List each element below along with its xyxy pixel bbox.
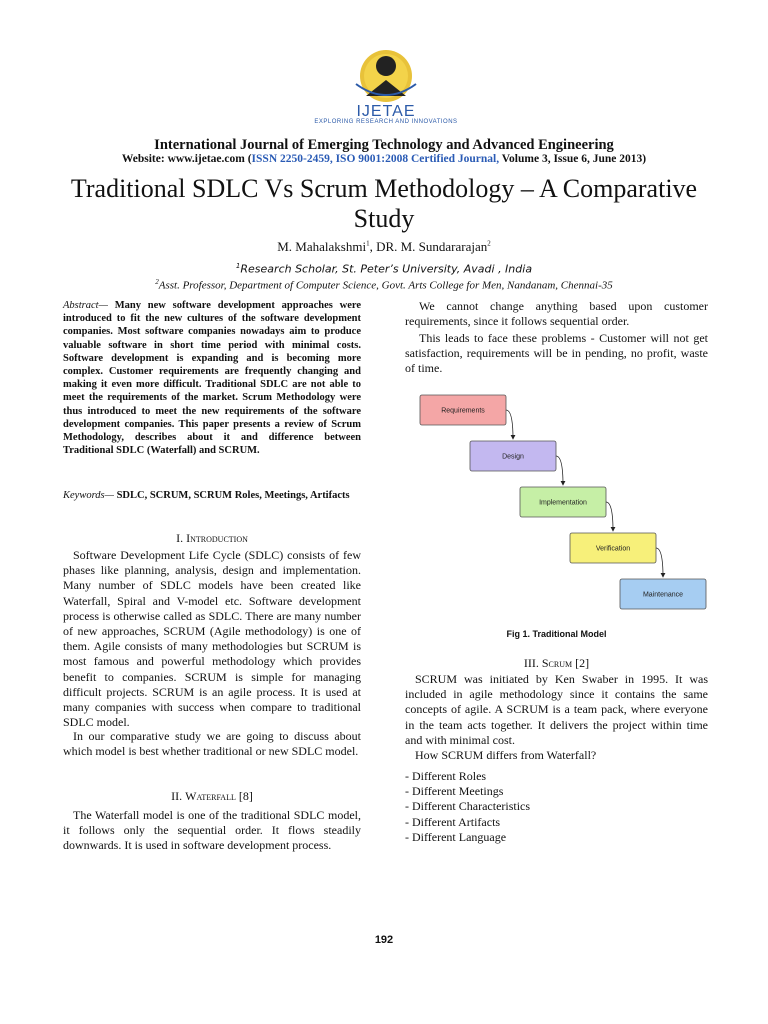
diagram-node-verification xyxy=(570,533,656,563)
diagram-node-label: Verification xyxy=(595,545,631,553)
section-1-title: Introduction xyxy=(186,531,248,545)
journal-name: International Journal of Emerging Technology and Advanced Engineering xyxy=(154,137,614,153)
journal-website-line xyxy=(0,153,768,165)
aff-1-sup: 1 xyxy=(235,262,241,270)
diagram-node-label: Maintenance xyxy=(642,591,684,599)
abstract xyxy=(63,299,361,457)
list-item: - Different Characteristics xyxy=(405,799,531,814)
list-item: - Different Artifacts xyxy=(405,814,501,829)
intro-paragraph-2: In our comparative study we are going to discuss about which model is best whether traditional or new SDLC model. xyxy=(63,729,361,759)
diagram-arrow xyxy=(656,548,663,577)
aff-1-text: Research Scholar, St. Peter’s University, Avadi , India xyxy=(240,262,533,276)
section-2-number: II. xyxy=(171,789,183,803)
right-paragraph-2: This leads to face these problems - Customer will not get satisfaction, requirements will be in pending, no profit, waste of time. xyxy=(405,331,708,376)
keywords-text: SDLC, SCRUM, SCRUM Roles, Meetings, Artifacts xyxy=(113,490,350,501)
diagram-node-design xyxy=(470,441,556,471)
scrum-question: How SCRUM differs from Waterfall? xyxy=(415,748,597,762)
abstract-lead: Abstract— xyxy=(63,300,108,311)
list-item: - Different Meetings xyxy=(405,784,504,799)
issn-text: ISSN 2250-2459, ISO 9001:2008 Certified Journal, xyxy=(251,153,500,165)
keywords-lead: Keywords— xyxy=(63,490,114,501)
diagram-arrow xyxy=(556,456,563,485)
affiliation-1 xyxy=(0,262,768,276)
page-number: 192 xyxy=(374,934,394,946)
figure-caption: Fig 1. Traditional Model xyxy=(506,629,607,639)
author-line xyxy=(0,239,768,255)
paper-title: Traditional SDLC Vs Scrum Methodology – A Comparative Study xyxy=(70,174,698,233)
affiliation-2 xyxy=(0,278,768,292)
waterfall-paragraph: The Waterfall model is one of the traditional SDLC model, it follows only the sequential order. It flows steadily downwards. It is used in software development process. xyxy=(63,808,361,853)
section-3-title: Scrum xyxy=(541,656,573,670)
aff-2-text: Asst. Professor, Department of Computer Science, Govt. Arts College for Men, Nandanam, Chennai-35 xyxy=(158,279,613,292)
intro-paragraph-1: Software Development Life Cycle (SDLC) consists of few phases like planning, analysis, design and implementation. Many number of SDLC models have been created like Waterfall, Spiral and V-model etc. Software development process is otherwise called as SDLC. There are many number of new approaches, SCRUM (Agile methodology) is one of them. Agile consists of many methodologies but SCRUM is most famous and powerful methodology which provides benefit to companies. SCRUM is simple for managing difficult projects. SCRUM is an agile process. It is used at many companies with success when compare to traditional SDLC model. xyxy=(63,548,361,730)
list-item: - Different Language xyxy=(405,829,507,844)
scrum-differences-list xyxy=(405,769,708,845)
traditional-model-diagram xyxy=(400,380,730,620)
logo-wordmark: IJETAE xyxy=(356,103,416,120)
diagram-node-label: Design xyxy=(502,453,524,461)
section-3-ref: [2] xyxy=(572,656,590,670)
diagram-node-label: Implementation xyxy=(539,499,587,507)
section-heading-introduction xyxy=(63,531,361,546)
section-3-number: III. xyxy=(523,656,539,670)
diagram-node-label: Requirements xyxy=(441,407,485,415)
section-heading-scrum xyxy=(405,656,708,671)
author-2-sup: 2 xyxy=(487,239,491,248)
logo-tagline: EXPLORING RESEARCH AND INNOVATIONS xyxy=(314,119,458,125)
abstract-text: Many new software development approaches were introduced to fit the new cultures of the software development companies. Most software companies nowadays aim to produce valuable software in short time period with minimal costs. Software development is expanding and is becoming more complex. Customer requirements are frequently changing and making it even more difficult. Traditional SDLC are not able to meet the requirements of the market. Scrum Methodology were thus introduced to meet the new requirements of the software development companies. This paper presents a review of Scrum Methodology, describes about it and difference between Traditional SDLC (Waterfall) and SCRUM. xyxy=(63,300,361,457)
diagram-node-implementation xyxy=(520,487,606,517)
volume-text: Volume 3, Issue 6, June 2013) xyxy=(499,153,647,165)
author-1: M. Mahalakshmi xyxy=(277,239,367,254)
diagram-arrow xyxy=(506,410,513,439)
diagram-node-requirements xyxy=(420,395,506,425)
author-1-sup: 1 xyxy=(366,239,370,248)
section-2-title: Waterfall xyxy=(185,789,236,803)
list-item: - Different Roles xyxy=(405,769,487,783)
right-paragraph-1: We cannot change anything based upon customer requirements, since it follows sequential order. xyxy=(405,299,708,329)
section-heading-waterfall xyxy=(63,789,361,804)
section-1-number: I. xyxy=(176,531,184,545)
scrum-paragraph: SCRUM was initiated by Ken Swaber in 1995. It was included in agile methodology since it contains the same concepts of agile. A SCRUM is a team pack, where everyone in the team acts together. It delivers the project within time and with minimal cost. xyxy=(405,672,708,747)
aff-2-sup: 2 xyxy=(155,278,159,286)
section-2-ref: [8] xyxy=(235,789,253,803)
website-prefix: Website: www.ijetae.com ( xyxy=(121,153,252,165)
author-2: , DR. M. Sundararajan xyxy=(369,239,488,254)
diagram-arrow xyxy=(606,502,613,531)
diagram-node-maintenance xyxy=(620,579,706,609)
keywords xyxy=(63,489,361,502)
